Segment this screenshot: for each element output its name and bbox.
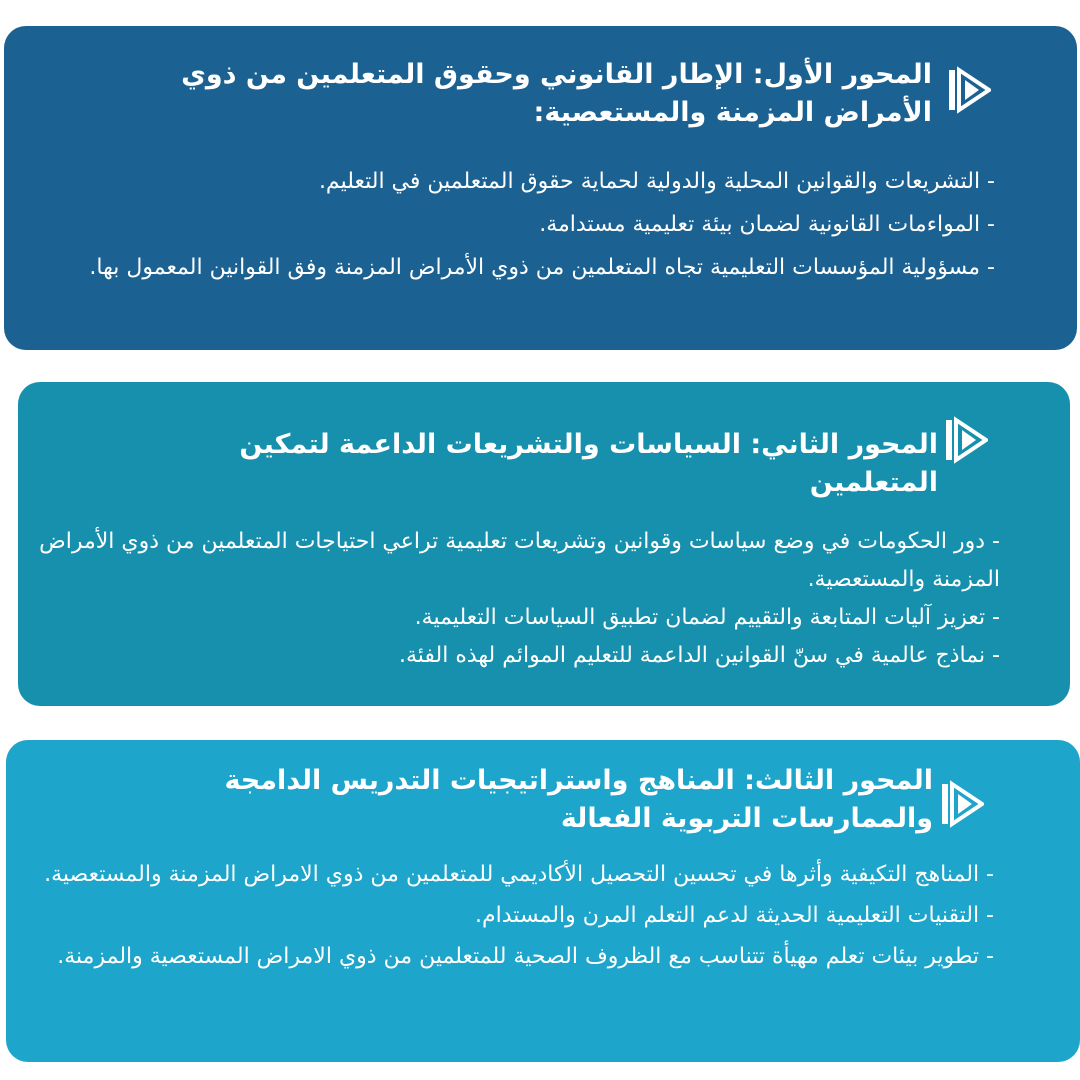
axis-2-points bbox=[10, 523, 1000, 675]
axis-card-2 bbox=[18, 382, 1070, 706]
list-item: - تطوير بيئات تعلم مهيأة تتناسب مع الظروف الصحية للمتعلمين من ذوي الامراض المستعصية والمزمنة. bbox=[57, 944, 994, 969]
list-item: - التقنيات التعليمية الحديثة لدعم التعلم المرن والمستدام. bbox=[475, 903, 994, 928]
axis-2-title: المحور الثاني: السياسات والتشريعات الداعمة لتمكين المتعلمين bbox=[239, 429, 938, 498]
axis-3-points bbox=[0, 854, 994, 977]
axis-card-3 bbox=[6, 740, 1080, 1062]
list-item: - مسؤولية المؤسسات التعليمية تجاه المتعلمين من ذوي الأمراض المزمنة وفق القوانين المعمول بها. bbox=[89, 255, 995, 280]
play-arrow-icon bbox=[944, 416, 988, 464]
axis-3-title: المحور الثالث: المناهج واستراتيجيات التدريس الدامجة والممارسات التربوية الفعالة bbox=[224, 765, 933, 834]
axis-1-points bbox=[35, 160, 995, 289]
list-item: - التشريعات والقوانين المحلية والدولية لحماية حقوق المتعلمين في التعليم. bbox=[318, 169, 995, 194]
list-item: - تعزيز آليات المتابعة والتقييم لضمان تطبيق السياسات التعليمية. bbox=[414, 605, 1000, 630]
list-item: - المناهج التكيفية وأثرها في تحسين التحصيل الأكاديمي للمتعلمين من ذوي الامراض المزمنة والمستعصية. bbox=[44, 862, 994, 887]
axis-card-1 bbox=[4, 26, 1077, 350]
list-item: - المواءمات القانونية لضمان بيئة تعليمية مستدامة. bbox=[539, 212, 995, 237]
play-arrow-icon bbox=[947, 66, 991, 114]
list-item: - نماذج عالمية في سنّ القوانين الداعمة للتعليم الموائم لهذه الفئة. bbox=[398, 643, 1000, 668]
play-arrow-icon bbox=[940, 780, 984, 828]
axis-1-title: المحور الأول: الإطار القانوني وحقوق المتعلمين من ذوي الأمراض المزمنة والمستعصية: bbox=[181, 59, 932, 128]
list-item: - دور الحكومات في وضع سياسات وقوانين وتشريعات تعليمية تراعي احتياجات المتعلمين من ذوي الأمراض المزمنة والمستعصية. bbox=[39, 529, 1000, 592]
